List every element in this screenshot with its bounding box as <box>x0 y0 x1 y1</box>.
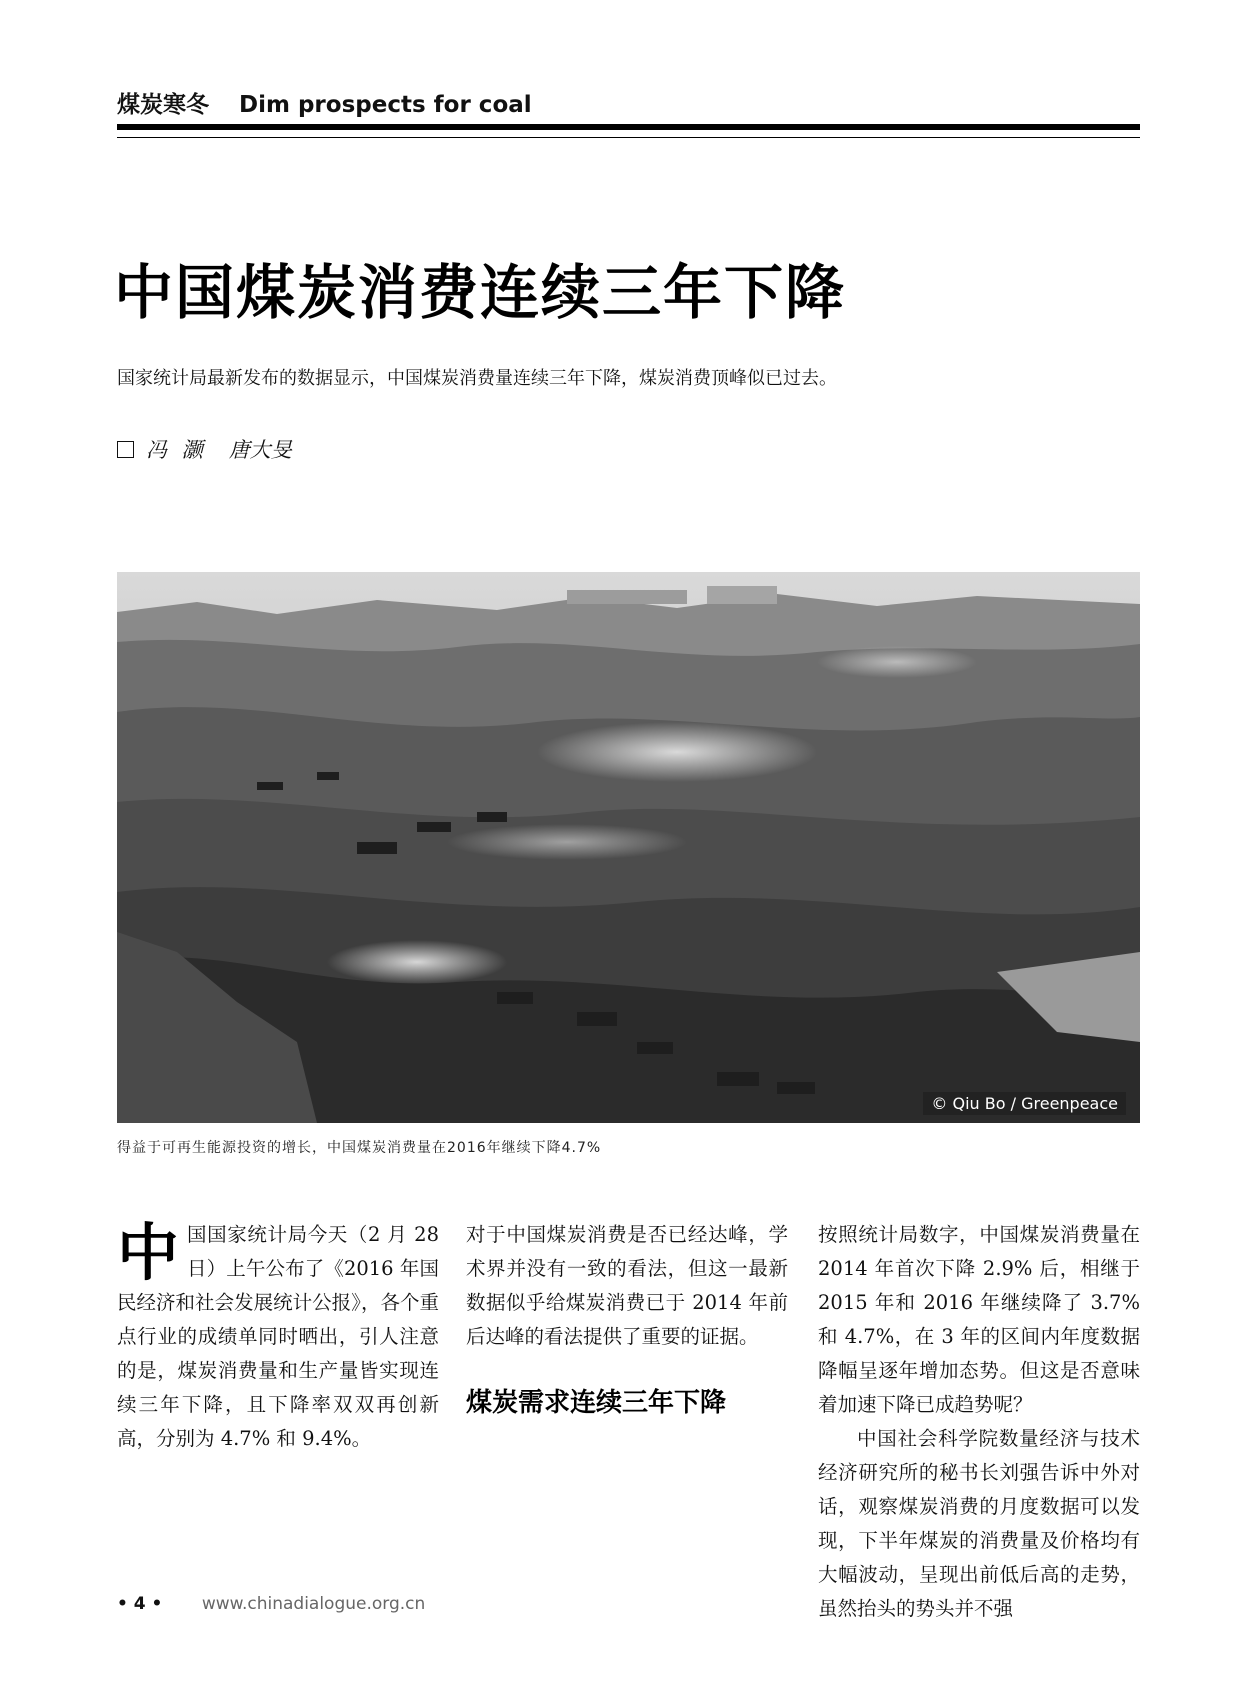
paragraph-3-continued: 按照统计局数字，中国煤炭消费量在 2014 年首次下降 2.9% 后，相继于 2015 年和 2016 年继续降了 3.7% 和 4.7%，在 3 年的区间内年度数据降幅呈逐年增加态势。但这是否意味着加速下降已成趋势呢？ <box>818 1223 1140 1416</box>
body-column-2 <box>466 1218 788 1460</box>
article-lead: 国家统计局最新发布的数据显示，中国煤炭消费量连续三年下降，煤炭消费顶峰似已过去。 <box>117 368 837 389</box>
paragraph-4: 中国社会科学院数量经济与技术经济研究所的秘书长刘强告诉中外对话，观察煤炭消费的月度数据可以发现，下半年煤炭的消费量及价格均有大幅波动，呈现出前低后高的走势，虽然抬头的势头并不强 <box>818 1427 1140 1620</box>
body-column-3 <box>818 1218 1140 1626</box>
header-rule-thick <box>117 124 1140 130</box>
body-column-1 <box>117 1218 439 1456</box>
paragraph-1-text: 国国家统计局今天（2 月 28 日）上午公布了《2016 年国民经济和社会发展统计公报》，各个重点行业的成绩单同时晒出，引人注意的是，煤炭消费量和生产量皆实现连续三年下降，且下降率双双再创新高，分别为 4.7% 和 9.4%。 <box>117 1223 439 1450</box>
subheading: 煤炭需求连续三年下降 <box>466 1388 727 1418</box>
section-title-cn: 煤炭寒冬 <box>117 92 209 118</box>
byline-box-icon <box>117 441 134 458</box>
section-header <box>117 86 1140 126</box>
footer-url: www.chinadialogue.org.cn <box>201 1594 426 1614</box>
coal-mine-photo <box>117 572 1140 1123</box>
page-number: • 4 • <box>117 1594 163 1614</box>
byline <box>117 434 292 464</box>
page-footer <box>117 1594 425 1614</box>
drop-cap: 中 <box>117 1216 180 1289</box>
author-1: 冯 灏 <box>146 438 207 462</box>
article-title: 中国煤炭消费连续三年下降 <box>114 258 847 327</box>
header-rule-thin <box>117 137 1140 138</box>
photo-caption: 得益于可再生能源投资的增长，中国煤炭消费量在2016年继续下降4.7% <box>117 1140 602 1156</box>
paragraph-2-continued: 对于中国煤炭消费是否已经达峰，学术界并没有一致的看法，但这一最新数据似乎给煤炭消费已于 2014 年前后达峰的看法提供了重要的证据。 <box>466 1223 788 1348</box>
paragraph-1 <box>117 1218 439 1456</box>
author-2: 唐大旻 <box>228 438 292 462</box>
photo-credit: © Qiu Bo / Greenpeace <box>923 1092 1126 1115</box>
section-title-en: Dim prospects for coal <box>239 92 532 118</box>
